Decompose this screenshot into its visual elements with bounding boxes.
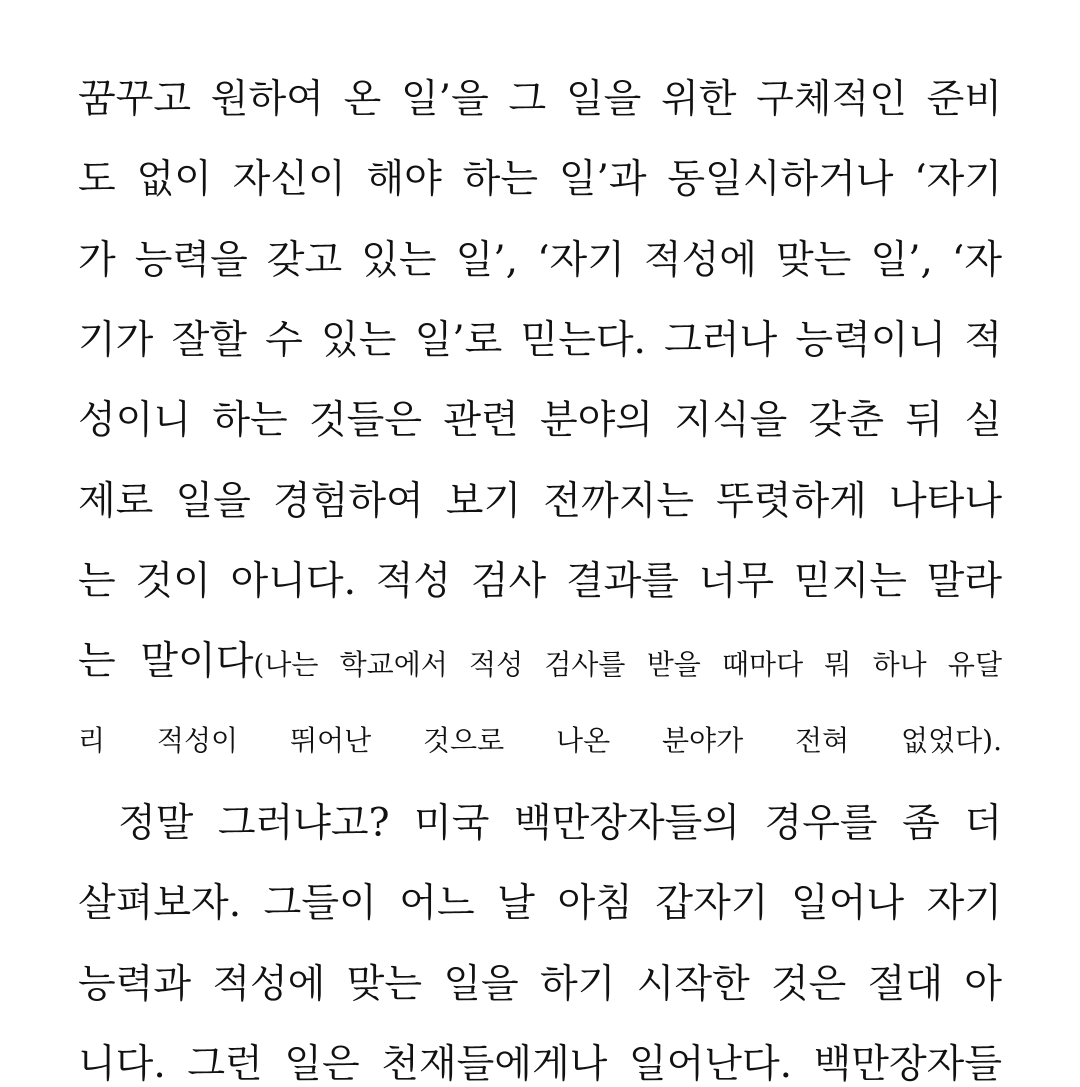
text-line-5: 성이니 하는 것들은 관련 분야의 지식을 갖춘 뒤 실: [78, 398, 1002, 443]
text-line-8-main: 는 말이다: [78, 639, 254, 684]
text-line-9: 리 적성이 뛰어난 것으로 나온 분야가 전혀 없었다).: [78, 724, 1002, 757]
text-line-3: 가 능력을 갖고 있는 일’, ‘자기 적성에 맞는 일’, ‘자: [78, 238, 1002, 283]
text-line-11: 살펴보자. 그들이 어느 날 아침 갑자기 일어나 자기: [78, 881, 1002, 926]
text-line-4: 기가 잘할 수 있는 일’로 믿는다. 그러나 능력이니 적: [78, 318, 1002, 363]
paragraph-start-line: 정말 그러냐고? 미국 백만장자들의 경우를 좀 더: [118, 801, 1002, 846]
text-line-1: 꿈꾸고 원하여 온 일’을 그 일을 위한 구체적인 준비: [78, 77, 1002, 122]
parenthetical-note: (나는 학교에서 적성 검사를 받을 때마다 뭐 하나 유달: [253, 648, 1003, 681]
text-line-7: 는 것이 아니다. 적성 검사 결과를 너무 믿지는 말라: [78, 559, 1002, 604]
text-line-13: 니다. 그런 일은 천재들에게나 일어난다. 백만장자들: [78, 1042, 1002, 1087]
text-line-6: 제로 일을 경험하여 보기 전까지는 뚜렷하게 나타나: [78, 479, 1002, 524]
text-line-2: 도 없이 자신이 해야 하는 일’과 동일시하거나 ‘자기: [78, 157, 1002, 202]
text-line-12: 능력과 적성에 맞는 일을 하기 시작한 것은 절대 아: [78, 962, 1002, 1007]
text-line-8: [78, 639, 1003, 684]
